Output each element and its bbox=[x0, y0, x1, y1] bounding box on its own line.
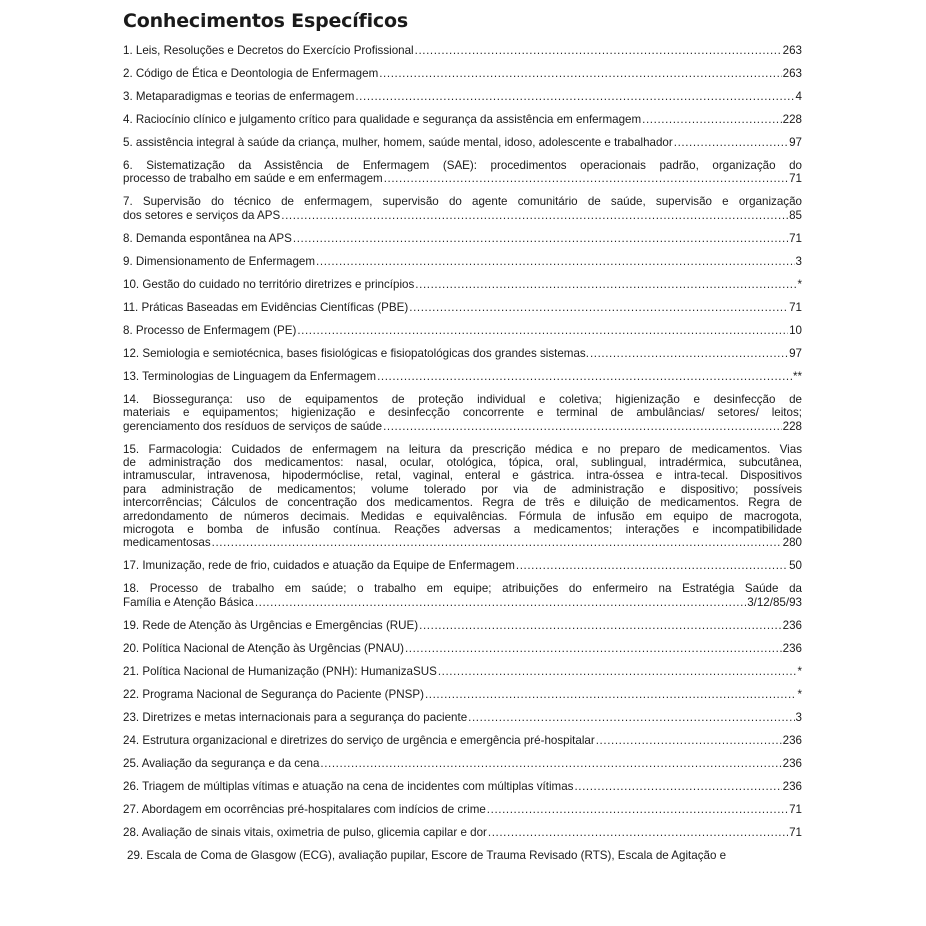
toc-entry-last-line bbox=[123, 172, 802, 185]
dot-leader bbox=[255, 596, 746, 609]
toc-entry-title: 19. Rede de Atenção às Urgências e Emergências (RUE) bbox=[123, 618, 419, 632]
toc-entry-page: 236 bbox=[782, 779, 802, 793]
dot-leader bbox=[419, 619, 782, 632]
toc-entry-page: 71 bbox=[789, 231, 802, 245]
toc-entry-title: dos setores e serviços da APS bbox=[123, 208, 281, 222]
toc-entry-line: de administração dos medicamentos: nasal, ocular, otológica, tópica, oral, sublingual, intradérmica, subcutânea, bbox=[123, 456, 802, 470]
toc-entry bbox=[123, 136, 802, 149]
toc-entry-page: 97 bbox=[789, 346, 802, 360]
toc-entry-last-line bbox=[123, 90, 802, 103]
toc-entry bbox=[123, 195, 802, 222]
toc-entry-title: 28. Avaliação de sinais vitais, oximetria de pulso, glicemia capilar e dor bbox=[123, 825, 487, 839]
dot-leader bbox=[297, 324, 788, 337]
dot-leader bbox=[468, 711, 794, 724]
toc-entry bbox=[123, 278, 802, 291]
toc-entry-last-line bbox=[123, 665, 802, 678]
toc-entry-last-line bbox=[123, 232, 802, 245]
dot-leader bbox=[596, 734, 782, 747]
dot-leader bbox=[487, 803, 788, 816]
toc-entry-line: materiais e equipamentos; higienização e desinfecção concorrente e terminal de ambulâncias/ setores/ leitos; bbox=[123, 406, 802, 420]
toc-entry-title: 11. Práticas Baseadas em Evidências Científicas (PBE) bbox=[123, 300, 409, 314]
dot-leader bbox=[415, 44, 782, 57]
toc-entry-page: 71 bbox=[789, 825, 802, 839]
toc-entry-title: 25. Avaliação da segurança e da cena bbox=[123, 756, 320, 770]
toc-entry-line: intramuscular, intravenosa, hipodermóclise, retal, vaginal, enteral e gástrica. intra-óssea e intra-tecal. Dispositivos bbox=[123, 469, 802, 483]
toc-entry-title: 12. Semiologia e semiotécnica, bases fisiológicas e fisiopatológicas dos grandes sistemas. bbox=[123, 346, 589, 360]
toc-entry-page: ** bbox=[792, 369, 802, 383]
toc-entry-last-line bbox=[123, 780, 802, 793]
toc-entry-last-line bbox=[123, 757, 802, 770]
toc-entry-last-line bbox=[123, 347, 802, 360]
dot-leader bbox=[438, 665, 797, 678]
toc-entry-page: 3 bbox=[795, 254, 802, 268]
toc-entry-page: 71 bbox=[789, 172, 802, 186]
toc-entry-last-line bbox=[123, 536, 802, 549]
toc-entry-last-line bbox=[123, 67, 802, 80]
toc-entry bbox=[123, 559, 802, 572]
toc-entry-page: 228 bbox=[782, 419, 802, 433]
toc-entry-page: 97 bbox=[789, 136, 802, 149]
toc-entry-line: 15. Farmacologia: Cuidados de enfermagem na leitura da prescrição médica e no preparo de medicamentos. Vias bbox=[123, 442, 802, 456]
toc-entry-page: 3 bbox=[795, 710, 802, 724]
toc-entry-title: gerenciamento dos resíduos de serviços de saúde bbox=[123, 419, 383, 433]
toc-entry-title: 1. Leis, Resoluções e Decretos do Exercício Profissional bbox=[123, 44, 414, 57]
toc-entry-last-line bbox=[123, 255, 802, 268]
toc-entry-truncated bbox=[123, 849, 802, 862]
toc-entry-title: 27. Abordagem em ocorrências pré-hospitalares com indícios de crime bbox=[123, 802, 486, 816]
toc-entry-title: processo de trabalho em saúde e em enfermagem bbox=[123, 172, 383, 186]
toc-entry bbox=[123, 642, 802, 655]
toc-entry-page: 236 bbox=[782, 618, 802, 632]
toc-entry-title: 5. assistência integral à saúde da criança, mulher, homem, saúde mental, idoso, adolescente e trabalhador bbox=[123, 136, 673, 149]
toc-entry bbox=[123, 711, 802, 724]
dot-leader bbox=[516, 559, 788, 572]
toc-entry-page: 71 bbox=[789, 300, 802, 314]
toc-entry-line: intercorrências; Cálculos de concentração dos medicamentos. Regra de três e diluição de medicamentos. Regra de bbox=[123, 496, 802, 510]
dot-leader bbox=[574, 780, 781, 793]
toc-entry-title: 22. Programa Nacional de Segurança do Paciente (PNSP) bbox=[123, 687, 424, 701]
dot-leader bbox=[590, 347, 788, 360]
toc-entry bbox=[123, 443, 802, 550]
toc-entry-title: 24. Estrutura organizacional e diretrizes do serviço de urgência e emergência pré-hospitalar bbox=[123, 733, 595, 747]
toc-entry-page: 228 bbox=[782, 113, 802, 126]
toc-entry-title: 20. Política Nacional de Atenção às Urgências (PNAU) bbox=[123, 641, 404, 655]
toc-entry bbox=[123, 757, 802, 770]
page-title: Conhecimentos Específicos bbox=[123, 10, 408, 32]
toc-entry bbox=[123, 688, 802, 701]
toc-entry-page: 3/12/85/93 bbox=[747, 595, 802, 609]
toc-entry bbox=[123, 324, 802, 337]
toc-entry-last-line bbox=[123, 278, 802, 291]
toc-entry-page: 4 bbox=[795, 90, 802, 103]
toc-entry bbox=[123, 159, 802, 186]
toc-entry-page: 236 bbox=[782, 756, 802, 770]
toc-entry bbox=[123, 665, 802, 678]
toc-entry-last-line bbox=[123, 826, 802, 839]
toc-entry bbox=[123, 90, 802, 103]
dot-leader bbox=[383, 420, 782, 433]
toc-entry-page: 71 bbox=[789, 802, 802, 816]
toc-entry-title: 2. Código de Ética e Deontologia de Enfermagem bbox=[123, 67, 379, 80]
toc-entry-line: arredondamento de números decimais. Medidas e equivalências. Fórmula de infusão em equipo de macrogota, bbox=[123, 509, 802, 523]
toc-entry-page: * bbox=[797, 277, 802, 291]
toc-entry-page: 236 bbox=[782, 733, 802, 747]
toc-entry bbox=[123, 619, 802, 632]
dot-leader bbox=[293, 232, 788, 245]
toc-entry-title: 26. Triagem de múltiplas vítimas e atuação na cena de incidentes com múltiplas vítimas bbox=[123, 779, 574, 793]
toc-entry-last-line bbox=[123, 44, 802, 57]
toc-entry-line: 6. Sistematização da Assistência de Enfermagem (SAE): procedimentos operacionais padrão, organização do bbox=[123, 159, 802, 172]
dot-leader bbox=[384, 172, 788, 185]
toc-entry-line: 14. Biossegurança: uso de equipamentos de proteção individual e coletiva; higienização e desinfecção de bbox=[123, 392, 802, 406]
toc-entry bbox=[123, 44, 802, 57]
toc-entry bbox=[123, 370, 802, 383]
toc-entry-title: Família e Atenção Básica bbox=[123, 595, 254, 609]
toc-entry-last-line bbox=[123, 619, 802, 632]
toc-entry-page: 50 bbox=[789, 559, 802, 573]
toc-entry-page: 263 bbox=[782, 44, 802, 57]
dot-leader bbox=[409, 301, 788, 314]
toc-entry-title: 29. Escala de Coma de Glasgow (ECG), avaliação pupilar, Escore de Trauma Revisado (RTS), Escala de Agitação e bbox=[127, 848, 727, 862]
dot-leader bbox=[377, 370, 792, 383]
dot-leader bbox=[674, 136, 788, 149]
toc-entry-last-line bbox=[123, 559, 802, 572]
toc-entry bbox=[123, 67, 802, 80]
toc-entry-page: 85 bbox=[789, 208, 802, 222]
toc-entry bbox=[123, 347, 802, 360]
toc-entry-last-line bbox=[123, 136, 802, 149]
toc-entry-page: * bbox=[797, 687, 802, 701]
dot-leader bbox=[488, 826, 788, 839]
toc-entry-title: 23. Diretrizes e metas internacionais para a segurança do paciente bbox=[123, 710, 468, 724]
toc-entry-title: 4. Raciocínio clínico e julgamento crítico para qualidade e segurança da assistência em enfermagem bbox=[123, 113, 642, 126]
toc-entry-last-line bbox=[123, 370, 802, 383]
toc-entry bbox=[123, 301, 802, 314]
table-of-contents bbox=[123, 44, 802, 862]
toc-entry-last-line bbox=[123, 324, 802, 337]
dot-leader bbox=[316, 255, 795, 268]
toc-entry-title: 17. Imunização, rede de frio, cuidados e atuação da Equipe de Enfermagem bbox=[123, 559, 515, 573]
dot-leader bbox=[379, 67, 781, 80]
dot-leader bbox=[425, 688, 797, 701]
toc-entry bbox=[123, 734, 802, 747]
toc-entry-last-line bbox=[123, 301, 802, 314]
toc-entry bbox=[123, 780, 802, 793]
toc-entry-title: 21. Política Nacional de Humanização (PNH): HumanizaSUS bbox=[123, 664, 437, 678]
toc-entry bbox=[123, 803, 802, 816]
dot-leader bbox=[415, 278, 796, 291]
dot-leader bbox=[212, 536, 782, 549]
dot-leader bbox=[320, 757, 781, 770]
toc-entry-line: 7. Supervisão do técnico de enfermagem, supervisão do agente comunitário de saúde, supervisão e organização bbox=[123, 195, 802, 209]
toc-entry bbox=[123, 826, 802, 839]
dot-leader bbox=[355, 90, 794, 103]
toc-entry-page: 263 bbox=[782, 67, 802, 80]
toc-entry bbox=[123, 113, 802, 126]
toc-entry-last-line bbox=[123, 711, 802, 724]
toc-entry-title: 3. Metaparadigmas e teorias de enfermagem bbox=[123, 90, 355, 103]
toc-entry-title: 8. Processo de Enfermagem (PE) bbox=[123, 323, 297, 337]
toc-entry bbox=[123, 582, 802, 609]
dot-leader bbox=[642, 113, 782, 126]
dot-leader bbox=[281, 209, 788, 222]
toc-entry bbox=[123, 393, 802, 433]
toc-entry bbox=[123, 255, 802, 268]
toc-entry-line: microgota e bomba de infusão contínua. Reações adversas a medicamentos; interações e incompatibilidade bbox=[123, 523, 802, 537]
toc-entry-page: 236 bbox=[782, 641, 802, 655]
toc-entry-title: 8. Demanda espontânea na APS bbox=[123, 231, 292, 245]
toc-entry-last-line bbox=[123, 596, 802, 609]
toc-entry-title: 9. Dimensionamento de Enfermagem bbox=[123, 254, 316, 268]
toc-entry-page: * bbox=[797, 664, 802, 678]
dot-leader bbox=[405, 642, 782, 655]
toc-entry-title: 13. Terminologias de Linguagem da Enfermagem bbox=[123, 369, 377, 383]
toc-entry-page: 280 bbox=[782, 536, 802, 550]
toc-entry-line: para administração de medicamentos; volume tolerado por via de administração e dispositivo; possíveis bbox=[123, 482, 802, 496]
toc-entry bbox=[123, 232, 802, 245]
toc-entry-last-line bbox=[123, 688, 802, 701]
toc-entry-line: 18. Processo de trabalho em saúde; o trabalho em equipe; atribuições do enfermeiro na Estratégia Saúde da bbox=[123, 582, 802, 596]
toc-entry-title: medicamentosas bbox=[123, 536, 211, 550]
toc-entry-last-line bbox=[123, 803, 802, 816]
toc-entry-last-line bbox=[123, 420, 802, 433]
toc-entry-title: 10. Gestão do cuidado no território diretrizes e princípios bbox=[123, 277, 415, 291]
toc-entry-last-line bbox=[123, 113, 802, 126]
toc-entry-page: 10 bbox=[789, 323, 802, 337]
toc-entry-last-line bbox=[123, 642, 802, 655]
toc-entry-last-line bbox=[123, 734, 802, 747]
toc-entry-last-line bbox=[123, 209, 802, 222]
